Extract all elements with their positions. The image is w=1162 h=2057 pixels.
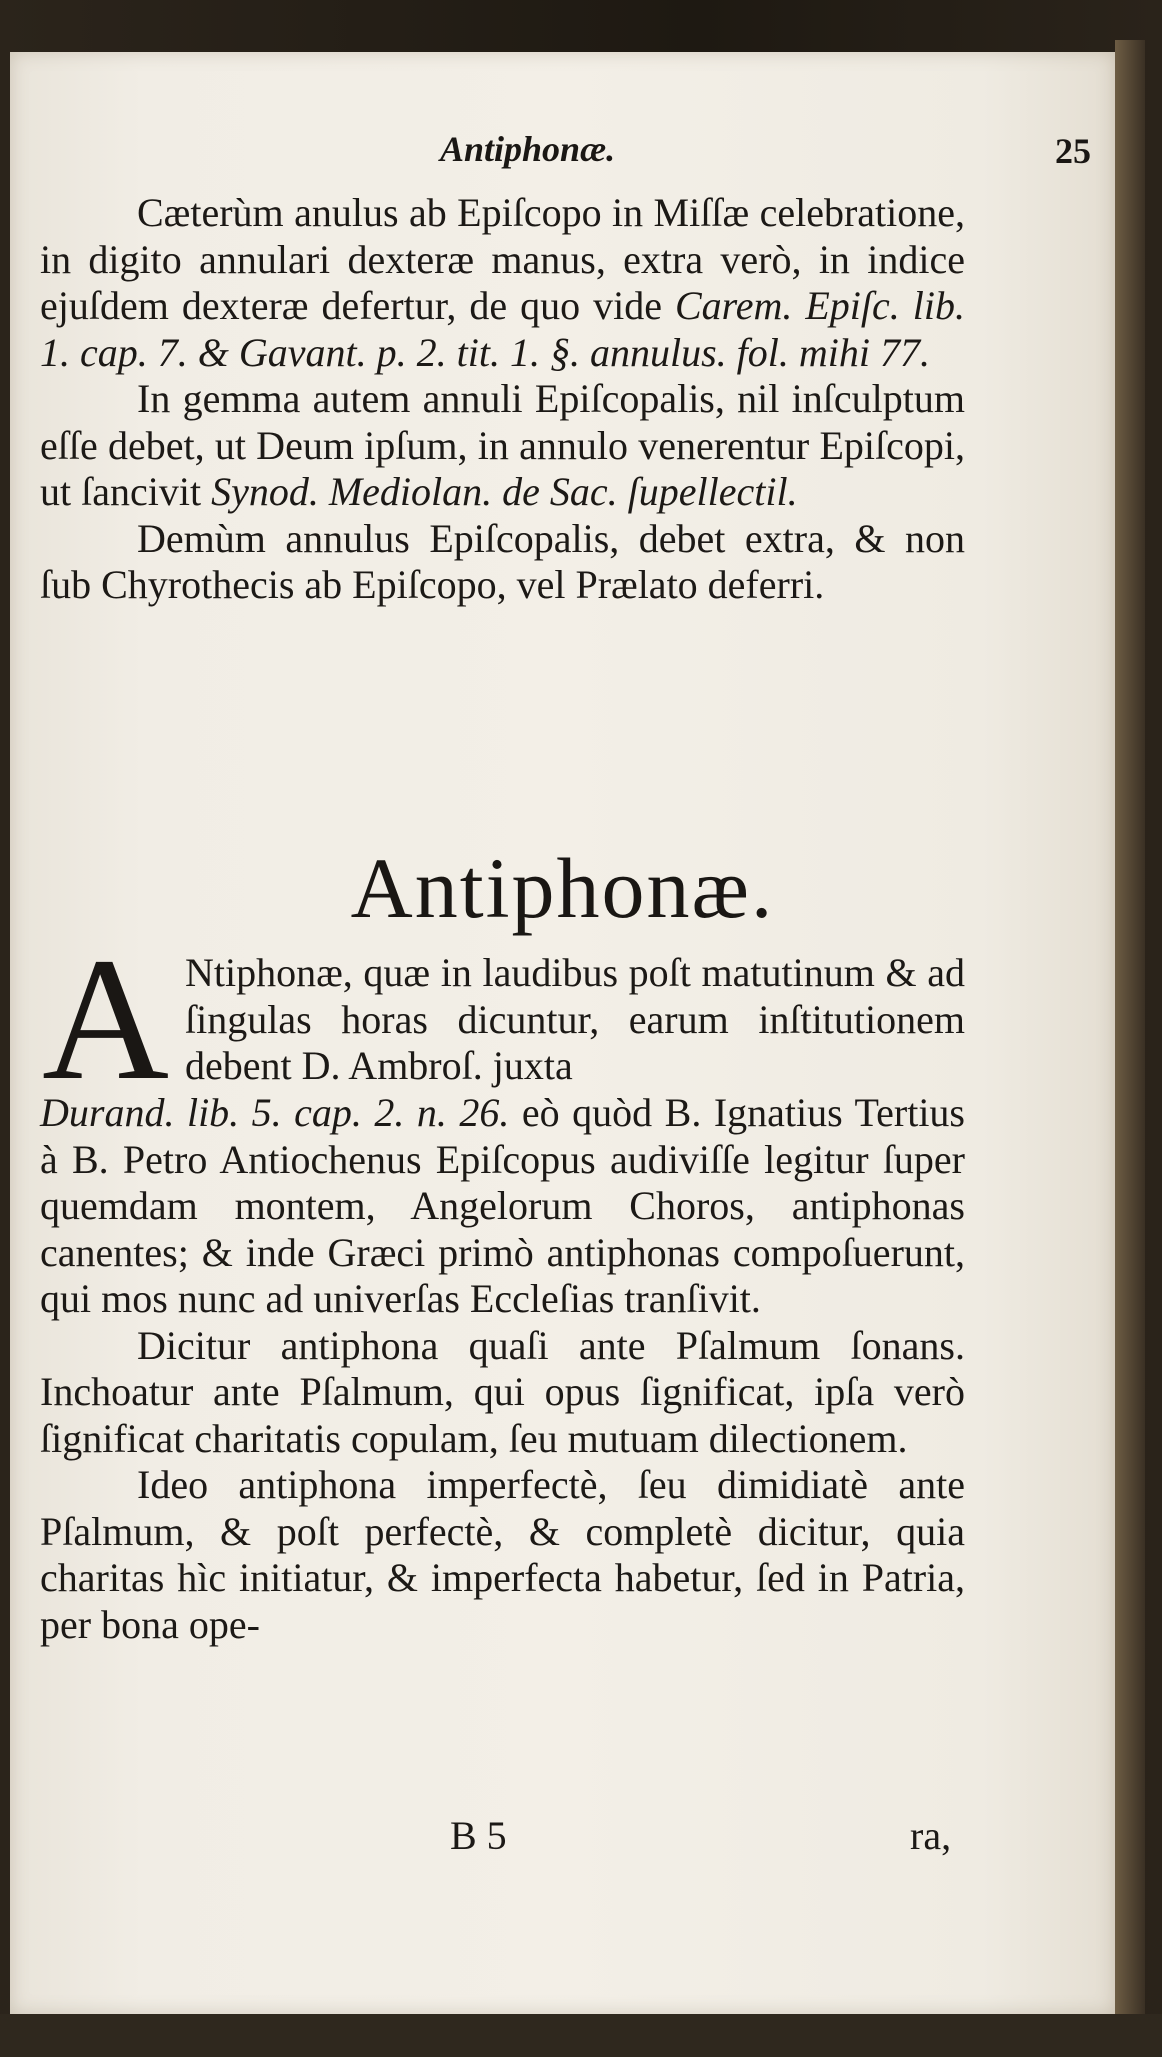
section-title: Antiphonæ. — [350, 840, 775, 936]
page-number: 25 — [1055, 131, 1091, 171]
page-edge — [1115, 40, 1145, 2025]
paragraph-text: eò quòd B. Ignatius Tertius à B. Petro Antiochenus Epiſcopus audiviſſe legitur ſuper quemdam montem, Angelorum Choros, antiphonas canentes; & inde Græci primò antiphonas compoſuerunt, qui mos nunc ad univerſas Eccleſias tranſivit. — [40, 1090, 965, 1321]
scan-bottom-strip — [0, 2014, 1162, 2057]
paragraph-text: Cæterùm anulus ab Epiſcopo in Miſſæ celebratione, in digito annulari dexteræ manus, extra verò, in indice ejuſdem dexteræ defertur, de quo vide — [40, 190, 965, 328]
citation: Durand. lib. 5. cap. 2. n. 26. — [40, 1090, 510, 1135]
citation: Synod. Mediolan. de Sac. ſupellectil. — [211, 469, 798, 514]
paragraph-text: Dicitur antiphona quaſi ante Pſalmum ſonans. Inchoatur ante Pſalmum, qui opus ſignificat, ipſa verò ſignificat charitatis copulam, ſeu mutuam dilectionem. — [40, 1322, 965, 1461]
top-text-block — [40, 190, 965, 609]
citation: Carem. Epiſc. lib. 1. cap. 7. & Gavant. p. 2. tit. 1. §. annulus. fol. mihi 77. — [40, 283, 965, 375]
paragraph-dicitur — [40, 1323, 965, 1463]
paragraph-ideo — [40, 1462, 965, 1648]
catchword: ra, — [910, 1813, 952, 1858]
signature-mark: B 5 — [450, 1813, 507, 1858]
paragraph-text: Ntiphonæ, quæ in laudibus poſt matutinum & ad ſingulas horas dicuntur, earum inſtitutionem debent D. Ambroſ. juxta — [185, 950, 965, 1088]
paragraph-annulus — [40, 190, 965, 376]
paragraph-text: Demùm annulus Epiſcopalis, debet extra, & non ſub Chyrothecis ab Epiſcopo, vel Prælato deferri. — [40, 515, 965, 607]
paragraph-text: In gemma autem annuli Epiſcopalis, nil inſculptum eſſe debet, ut Deum ipſum, in annulo venerentur Epiſcopi, ut ſancivit — [40, 376, 965, 514]
paragraph-text: Ideo antiphona imperfectè, ſeu dimidiatè ante Pſalmum, & poſt perfectè, & completè dicitur, quia charitas hìc initiatur, & imperfecta habetur, ſed in Patria, per bona ope- — [40, 1462, 965, 1647]
running-head: Antiphonæ. — [440, 129, 616, 169]
paragraph-gemma — [40, 376, 965, 516]
bottom-text-block — [40, 1090, 965, 1648]
paragraph-antiphonae-cont — [40, 1090, 965, 1323]
drop-cap: A — [42, 922, 170, 1117]
paragraph-demum — [40, 516, 965, 609]
opening-lines — [185, 950, 965, 1090]
